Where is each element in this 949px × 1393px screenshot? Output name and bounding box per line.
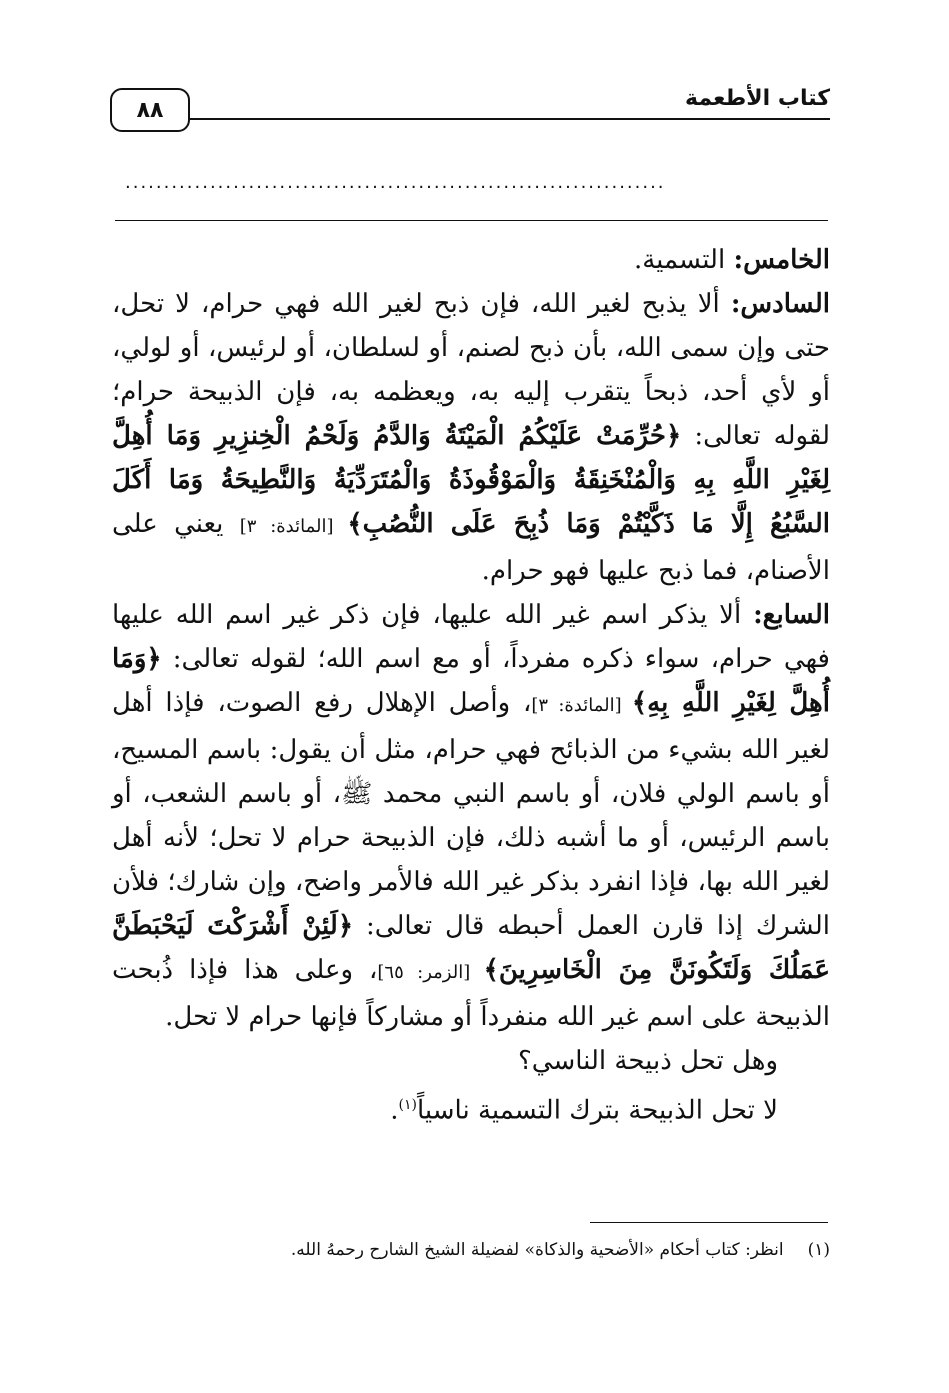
term-fifth: الخامس: — [733, 245, 830, 275]
text: التسمية. — [633, 245, 734, 275]
book-title: كتاب الأطعمة — [685, 86, 830, 111]
dotted-separator: ...................................................................... — [125, 172, 666, 193]
text: ألا يذبح لغير الله، فإن ذبح لغير الله فهي حرام، لا تحل، حتى وإن سمى الله، بأن ذبح لصنم، أو لسلطان، أو لرئيس، أو لولي، أو لأي أحد، ذبحاً يتقرب إليه به، ويعظمه به، فإن الذبيحة حرام؛ لقوله تعالى: — [112, 289, 831, 451]
answer-end: . — [390, 1095, 399, 1126]
running-header — [110, 72, 830, 136]
section-rule — [115, 220, 828, 221]
verse-reference: [الزمر: ٦٥] — [377, 962, 484, 983]
paragraph-fifth — [112, 238, 830, 282]
quran-verse: ﴿لَئِنْ أَشْرَكْتَ لَيَحْبَطَنَّ عَمَلُكَ وَلَتَكُونَنَّ مِنَ الْخَاسِرِينَ﴾ — [112, 911, 830, 985]
quran-verse: ﴿حُرِّمَتْ عَلَيْكُمُ الْمَيْتَةُ وَالدَّمُ وَلَحْمُ الْخِنزِيرِ وَمَا أُهِلَّ لِغَيْرِ اللَّهِ بِهِ وَالْمُنْخَنِقَةُ وَالْمَوْقُوذَةُ وَالْمُتَرَدِّيَةُ وَالنَّطِيحَةُ وَمَا أَكَلَ السَّبُعُ إِلَّا مَا ذَكَّيْتُمْ وَمَا ذُبِحَ عَلَى النُّصُبِ﴾ — [112, 421, 831, 539]
footnote-text: انظر: كتاب أحكام «الأضحية والذكاة» لفضيلة الشيخ الشارح رحمهُ الله. — [290, 1240, 784, 1260]
verse-reference: [المائدة: ٣] — [531, 695, 632, 716]
quran-verse: ﴿وَمَا أُهِلَّ لِغَيْرِ اللَّهِ بِهِ﴾ — [112, 644, 830, 718]
text: ، وعلى هذا فإذا ذُبحت الذبيحة على اسم غير الله منفرداً أو مشاركاً فإنها حرام لا تحل. — [112, 955, 830, 1032]
paragraph-seventh — [112, 593, 830, 1039]
main-text — [112, 238, 830, 1133]
text: يعني على الأصنام، فما ذبح عليها فهو حرام. — [112, 509, 830, 586]
footnote-rule — [590, 1222, 828, 1223]
page-number: ٨٨ — [110, 88, 190, 132]
question: وهل تحل ذبيحة الناسي؟ — [517, 1046, 778, 1076]
footnote — [112, 1236, 830, 1264]
header-rule — [110, 118, 830, 120]
paragraph-sixth — [112, 282, 830, 593]
verse-reference: [المائدة: ٣] — [239, 516, 348, 537]
term-seventh: السابع: — [753, 600, 830, 630]
term-sixth: السادس: — [730, 289, 830, 319]
text: ، وأصل الإهلال رفع الصوت، فإذا أهل لغير الله بشيء من الذبائح فهي حرام، مثل أن يقول: باسم المسيح، أو باسم الولي فلان، أو باسم النبي محمد ﷺ، أو باسم الشعب، أو باسم الرئيس، أو ما أشبه ذلك، فإن الذبيحة حرام لا تحل؛ لأنه أهل لغير الله بها، فإذا انفرد بذكر غير الله فالأمر واضح، وإن شارك؛ فلأن الشرك إذا قارن العمل أحبطه قال تعالى: — [112, 688, 830, 941]
answer-text: لا تحل الذبيحة بترك التسمية ناسياً — [416, 1095, 778, 1126]
footnote-marker[interactable]: (١) — [398, 1097, 417, 1113]
text: ألا يذكر اسم غير الله عليها، فإن ذكر غير اسم الله عليها فهي حرام، سواء ذكره مفرداً، أو مع اسم الله؛ لقوله تعالى: — [112, 600, 830, 674]
answer — [112, 1083, 830, 1133]
footnote-number: (١) — [807, 1240, 830, 1260]
